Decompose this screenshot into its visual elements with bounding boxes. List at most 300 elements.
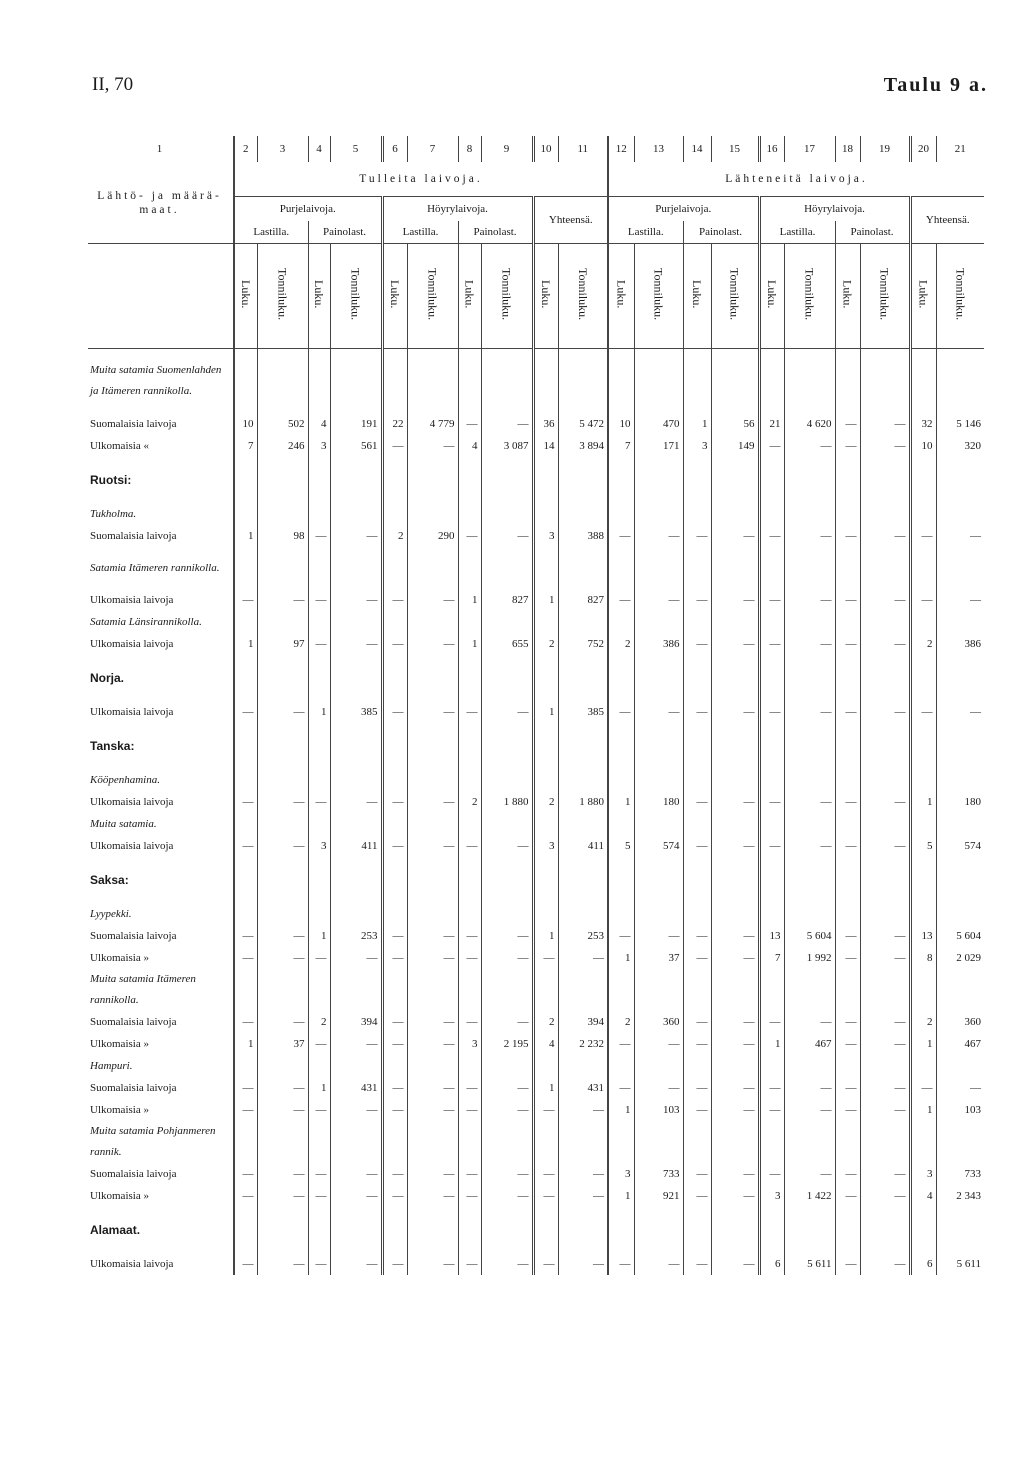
cell: 386 [936,633,984,655]
empty-cell [910,547,936,589]
group-arrived: Tulleita laivoja. [234,162,608,197]
empty-cell [910,903,936,925]
cell: — [835,589,860,611]
empty-cell [330,547,382,589]
cell: — [860,589,910,611]
empty-cell [458,655,481,701]
empty-cell [608,1055,634,1077]
cell: — [382,1033,407,1055]
country-heading: Ruotsi: [90,473,132,487]
cell: — [711,1099,759,1121]
tonnage-label: Tonniluku. [575,268,590,321]
empty-cell [558,813,608,835]
cell: — [683,835,711,857]
row-label: Ulkomaisia laivoja [90,1258,174,1270]
empty-cell [860,349,910,414]
empty-cell [634,969,683,1011]
cell: — [481,835,533,857]
cell: 6 [910,1253,936,1275]
cell: 467 [784,1033,835,1055]
col-number: 9 [481,136,533,162]
cell: — [683,1185,711,1207]
cell: 1 [234,1033,257,1055]
empty-cell [407,857,458,903]
empty-cell [936,813,984,835]
cell: 4 [308,413,330,435]
cell: 411 [558,835,608,857]
ballast-label: Painolast. [683,221,759,244]
cell: — [759,633,784,655]
cell: 2 [382,525,407,547]
port-heading: Hampuri. [90,1059,133,1072]
empty-cell [234,723,257,769]
cell: — [458,1163,481,1185]
cell: — [860,791,910,813]
unit-count-header [382,244,407,349]
cell: — [936,1077,984,1099]
empty-cell [330,349,382,414]
cell: 655 [481,633,533,655]
cell: — [234,1253,257,1275]
total-label: Yhteensä. [533,197,608,244]
col-number: 4 [308,136,330,162]
empty-cell [683,547,711,589]
empty-cell [234,813,257,835]
empty-cell [711,349,759,414]
cell: 13 [759,925,784,947]
total-label: Yhteensä. [910,197,984,244]
cell: 191 [330,413,382,435]
empty-cell [257,503,308,525]
empty-cell [481,457,533,503]
empty-cell [784,503,835,525]
cell: — [257,947,308,969]
cell: — [234,1185,257,1207]
cell: — [308,633,330,655]
empty-cell [382,1121,407,1163]
table-row [88,1253,984,1275]
cell: 1 [608,947,634,969]
empty-cell [910,723,936,769]
empty-cell [835,349,860,414]
empty-cell [533,349,558,414]
table-row [88,1163,984,1185]
cell: — [558,1185,608,1207]
cell: — [234,1011,257,1033]
cell: 2 [910,633,936,655]
empty-cell [835,547,860,589]
empty-cell [711,1055,759,1077]
empty-cell [257,813,308,835]
row-label: Ulkomaisia laivoja [90,594,174,606]
empty-cell [759,857,784,903]
empty-cell [458,723,481,769]
cell: 574 [936,835,984,857]
empty-cell [910,969,936,1011]
cell: — [784,701,835,723]
empty-cell [835,857,860,903]
port-heading: Tukholma. [90,507,137,520]
empty-cell [683,655,711,701]
empty-cell [257,969,308,1011]
cell: — [634,925,683,947]
empty-cell [634,813,683,835]
cell: — [382,925,407,947]
cell: — [910,1077,936,1099]
unit-count-header [835,244,860,349]
cell: — [382,633,407,655]
cell: — [257,925,308,947]
empty-cell [711,547,759,589]
empty-cell [936,1121,984,1163]
empty-cell [481,1121,533,1163]
unit-count-header [533,244,558,349]
cell: — [683,1099,711,1121]
empty-cell [458,547,481,589]
cell: 1 [759,1033,784,1055]
cell: — [860,633,910,655]
cell: 431 [330,1077,382,1099]
cell: — [407,1099,458,1121]
cell: 1 880 [558,791,608,813]
unit-tonnage-header [711,244,759,349]
cell: — [458,947,481,969]
count-label: Luku. [690,280,704,309]
cell: — [308,589,330,611]
tonnage-label: Tonniluku. [425,268,440,321]
empty-cell [558,723,608,769]
cell: — [759,835,784,857]
cell: — [936,589,984,611]
laden-label: Lastilla. [608,221,683,244]
cell: — [234,925,257,947]
empty-cell [407,547,458,589]
cell: 1 [910,1033,936,1055]
cell: 3 [910,1163,936,1185]
empty-cell [481,969,533,1011]
cell: — [835,1163,860,1185]
cell: — [382,435,407,457]
empty-cell [533,723,558,769]
empty-cell [784,655,835,701]
subheading-row [88,503,984,525]
cell: — [835,701,860,723]
empty-cell [784,969,835,1011]
cell: — [458,1253,481,1275]
cell: 10 [608,413,634,435]
cell: — [711,701,759,723]
cell: — [860,413,910,435]
port-heading: Lyypekki. [90,907,132,920]
empty-cell [458,857,481,903]
cell: 467 [936,1033,984,1055]
ballast-label: Painolast. [308,221,382,244]
cell: — [711,1011,759,1033]
port-heading: Satamia Itämeren rannikolla. [90,561,220,574]
empty-cell [759,1207,784,1253]
cell: 2 029 [936,947,984,969]
empty-cell [910,457,936,503]
cell: 171 [634,435,683,457]
cell: 7 [234,435,257,457]
cell: — [533,1185,558,1207]
section-row [88,857,984,903]
steam-label: Höyrylaivoja. [382,197,533,222]
cell: — [835,413,860,435]
cell: — [481,925,533,947]
unit-count-header [608,244,634,349]
empty-cell [330,503,382,525]
col-number: 15 [711,136,759,162]
empty-cell [558,503,608,525]
empty-cell [330,1055,382,1077]
cell: — [407,435,458,457]
empty-cell [711,769,759,791]
cell: — [683,701,711,723]
empty-cell [784,611,835,633]
cell: 149 [711,435,759,457]
empty-cell [481,857,533,903]
empty-cell [382,769,407,791]
section-row [88,1207,984,1253]
empty-cell [759,1055,784,1077]
cell: 103 [634,1099,683,1121]
cell: 2 195 [481,1033,533,1055]
cell: 388 [558,525,608,547]
cell: — [860,435,910,457]
empty-cell [784,857,835,903]
cell: — [860,925,910,947]
empty-cell [608,857,634,903]
empty-cell [835,611,860,633]
empty-cell [608,769,634,791]
laden-label: Lastilla. [759,221,835,244]
cell: — [458,925,481,947]
cell: — [634,1077,683,1099]
cell: 2 232 [558,1033,608,1055]
col-number: 21 [936,136,984,162]
cell: 253 [558,925,608,947]
empty-cell [458,903,481,925]
cell: — [533,947,558,969]
cell: — [711,525,759,547]
cell: — [558,1099,608,1121]
cell: — [608,589,634,611]
cell: 3 894 [558,435,608,457]
empty-cell [382,903,407,925]
empty-cell [481,769,533,791]
empty-cell [257,1121,308,1163]
port-heading: Satamia Länsirannikolla. [90,615,202,628]
cell: — [860,1163,910,1185]
empty-cell [558,655,608,701]
empty-cell [910,769,936,791]
subheading-row [88,969,984,1011]
empty-cell [308,349,330,414]
empty-cell [683,349,711,414]
cell: 1 [533,589,558,611]
empty-cell [382,611,407,633]
cell: — [860,1253,910,1275]
empty-cell [608,1207,634,1253]
empty-cell [558,611,608,633]
empty-cell [608,1121,634,1163]
cell: — [257,1077,308,1099]
count-label: Luku. [916,280,931,309]
col-number: 11 [558,136,608,162]
units-spacer [88,244,234,349]
cell: — [759,589,784,611]
empty-cell [608,349,634,414]
cell: — [382,835,407,857]
cell: 3 [458,1033,481,1055]
table-row [88,701,984,723]
empty-cell [711,655,759,701]
empty-cell [759,547,784,589]
empty-cell [711,857,759,903]
cell: — [407,589,458,611]
empty-cell [308,813,330,835]
subheading-row [88,1121,984,1163]
cell: — [910,525,936,547]
cell: 5 [910,835,936,857]
empty-cell [634,349,683,414]
empty-cell [407,769,458,791]
cell: — [558,1163,608,1185]
empty-cell [257,349,308,414]
empty-cell [558,769,608,791]
table-row [88,947,984,969]
empty-cell [308,1055,330,1077]
row-label: Suomalaisia laivoja [90,930,177,942]
cell: — [784,525,835,547]
empty-cell [711,969,759,1011]
cell: — [458,525,481,547]
empty-cell [683,723,711,769]
empty-cell [784,1207,835,1253]
cell: 394 [558,1011,608,1033]
cell: 5 146 [936,413,984,435]
cell: 385 [558,701,608,723]
empty-cell [759,457,784,503]
empty-cell [860,457,910,503]
subheading-row [88,1055,984,1077]
empty-cell [458,969,481,1011]
empty-cell [257,903,308,925]
empty-cell [533,903,558,925]
empty-cell [234,903,257,925]
empty-cell [458,349,481,414]
cell: — [382,1011,407,1033]
cell: — [860,947,910,969]
cell: — [711,633,759,655]
cell: 246 [257,435,308,457]
cell: — [407,701,458,723]
empty-cell [936,457,984,503]
empty-cell [759,349,784,414]
empty-cell [860,857,910,903]
unit-tonnage-header [407,244,458,349]
empty-cell [936,769,984,791]
units-row [88,244,984,349]
empty-cell [407,1055,458,1077]
cell: — [382,1099,407,1121]
cell: — [784,1163,835,1185]
cell: 253 [330,925,382,947]
row-label: Ulkomaisia » [90,1104,149,1116]
empty-cell [257,1207,308,1253]
cell: 4 779 [407,413,458,435]
col-number: 6 [382,136,407,162]
empty-cell [683,457,711,503]
cell: — [257,835,308,857]
page-header [0,74,1024,104]
empty-cell [234,349,257,414]
empty-cell [759,503,784,525]
empty-cell [711,723,759,769]
table-row [88,791,984,813]
cell: — [407,791,458,813]
group-departed: Lähteneitä laivoja. [608,162,984,197]
ballast-label: Painolast. [835,221,910,244]
cell: — [458,1099,481,1121]
empty-cell [936,857,984,903]
empty-cell [234,1055,257,1077]
cell: — [711,589,759,611]
cell: 752 [558,633,608,655]
cell: — [382,791,407,813]
row-label: Suomalaisia laivoja [90,1168,177,1180]
empty-cell [784,1055,835,1077]
unit-count-header [234,244,257,349]
empty-cell [634,655,683,701]
empty-cell [683,1121,711,1163]
empty-cell [835,1055,860,1077]
cell: — [458,1185,481,1207]
port-heading: Muita satamia. [90,817,157,830]
cell: 5 604 [936,925,984,947]
cell: — [608,525,634,547]
empty-cell [458,1121,481,1163]
cell: — [835,791,860,813]
cell: — [784,633,835,655]
empty-cell [481,547,533,589]
table-row [88,589,984,611]
cell: — [683,925,711,947]
empty-cell [558,349,608,414]
empty-cell [910,1207,936,1253]
cell: 7 [608,435,634,457]
cell: 37 [257,1033,308,1055]
empty-cell [860,1055,910,1077]
empty-cell [910,349,936,414]
tonnage-label: Tonniluku. [953,268,968,321]
cell: 37 [634,947,683,969]
empty-cell [481,813,533,835]
cell: — [407,1011,458,1033]
cell: 8 [910,947,936,969]
empty-cell [835,723,860,769]
cell: 180 [936,791,984,813]
cell: 1 422 [784,1185,835,1207]
empty-cell [558,547,608,589]
col-number: 2 [234,136,257,162]
empty-cell [308,903,330,925]
empty-cell [860,813,910,835]
row-label: Suomalaisia laivoja [90,418,177,430]
empty-cell [835,655,860,701]
count-label: Luku. [238,280,253,309]
